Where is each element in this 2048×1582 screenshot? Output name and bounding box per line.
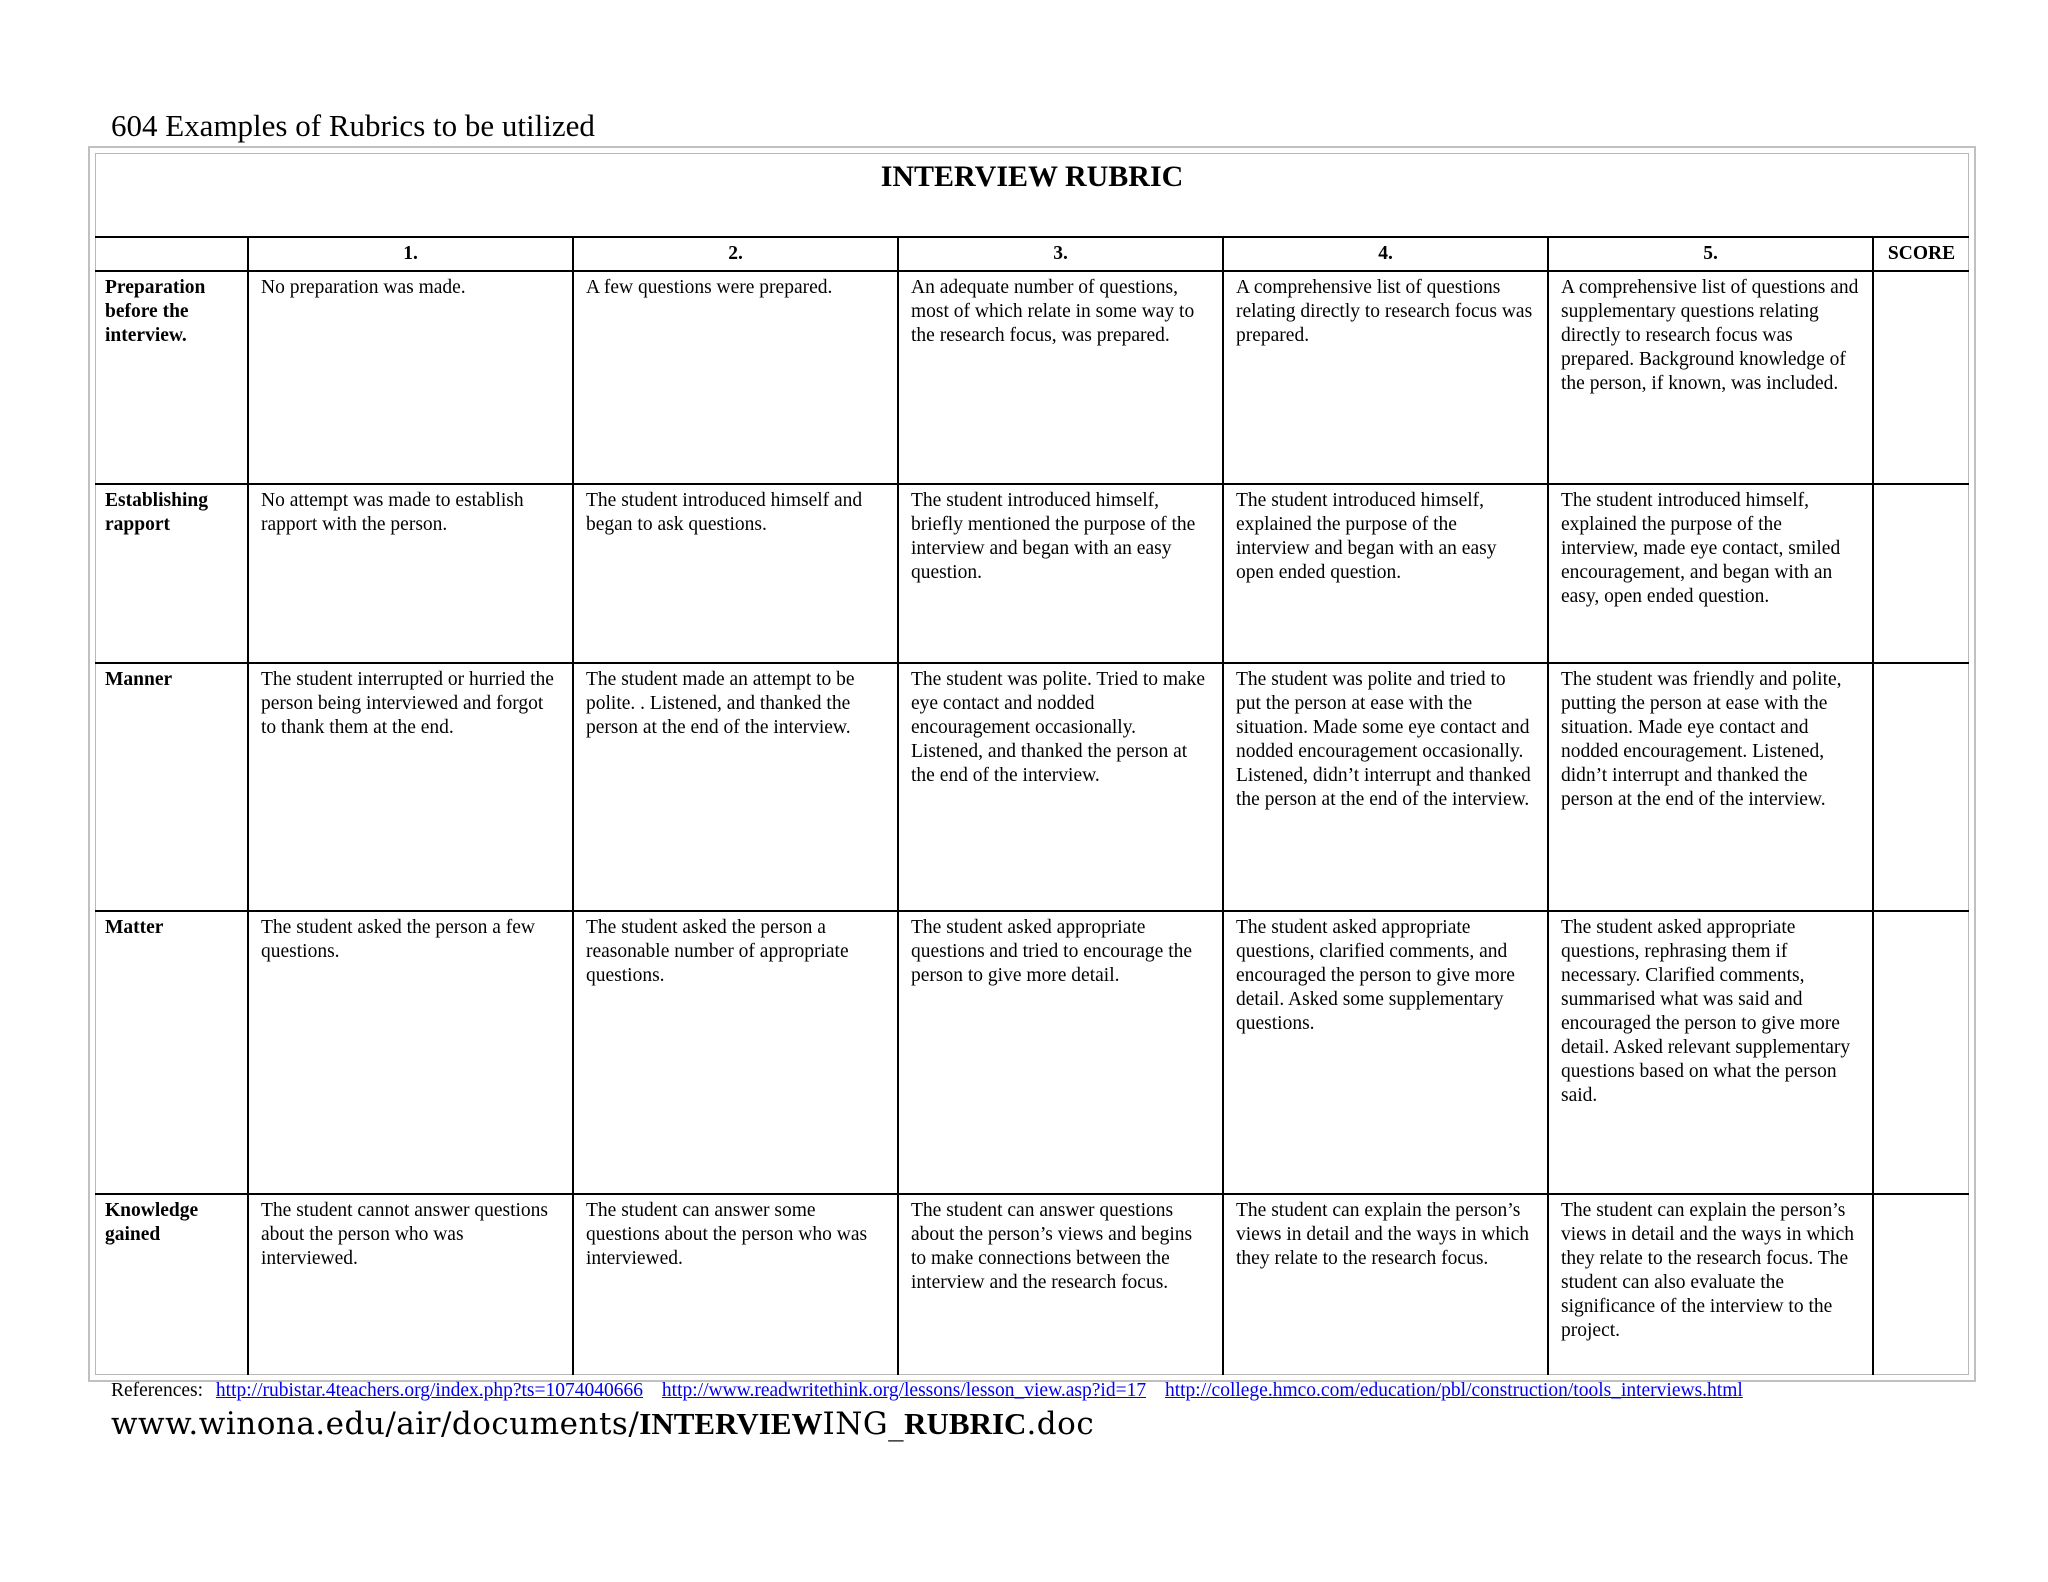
rubric-cell: The student can answer some questions about the person who was interviewed. (573, 1194, 898, 1375)
level-3-header: 3. (898, 237, 1223, 271)
score-cell[interactable] (1873, 663, 1969, 911)
rubric-cell: A comprehensive list of questions relating directly to research focus was prepared. (1223, 271, 1548, 484)
rubric-cell: An adequate number of questions, most of which relate in some way to the research focus, was prepared. (898, 271, 1223, 484)
rubric-title: INTERVIEW RUBRIC (880, 160, 1184, 193)
rubric-cell: The student asked appropriate questions, clarified comments, and encouraged the person to give more detail. Asked some supplementary questions. (1223, 911, 1548, 1194)
level-2-header: 2. (573, 237, 898, 271)
reference-link-hmco[interactable]: http://college.hmco.com/education/pbl/construction/tools_interviews.html (1164, 1380, 1743, 1401)
doc-url-prefix: www.winona.edu/air/documents/ (111, 1406, 640, 1442)
doc-url-suffix: .doc (1026, 1406, 1095, 1442)
table-row (95, 484, 1969, 663)
score-cell[interactable] (1873, 484, 1969, 663)
rubric-cell: A few questions were prepared. (573, 271, 898, 484)
criterion-label: Manner (95, 663, 248, 911)
table-row (95, 663, 1969, 911)
rubric-cell: The student was friendly and polite, putting the person at ease with the situation. Made eye contact and nodded encouragement. Listened, didn’t interrupt and thanked the person at the end of the interview. (1548, 663, 1873, 911)
rubric-cell: The student was polite. Tried to make eye contact and nodded encouragement occasionally. Listened, and thanked the person at the end of the interview. (898, 663, 1223, 911)
doc-url-middle: ING_ (822, 1406, 905, 1442)
rubric-cell: No attempt was made to establish rapport with the person. (248, 484, 573, 663)
rubric-cell: The student asked the person a few questions. (248, 911, 573, 1194)
rubric-table (95, 236, 1969, 1375)
rubric-cell: No preparation was made. (248, 271, 573, 484)
document-url (111, 1406, 1094, 1442)
rubric-cell: The student can explain the person’s views in detail and the ways in which they relate to the research focus. (1223, 1194, 1548, 1375)
level-4-header: 4. (1223, 237, 1548, 271)
criterion-label: Matter (95, 911, 248, 1194)
rubric-cell: The student asked appropriate questions, rephrasing them if necessary. Clarified comments, summarised what was said and encouraged the person to give more detail. Asked relevant supplementary questions based on what the person said. (1548, 911, 1873, 1194)
table-row (95, 1194, 1969, 1375)
reference-link-rubistar[interactable]: http://rubistar.4teachers.org/index.php?ts=1074040666 (215, 1380, 644, 1401)
score-cell[interactable] (1873, 271, 1969, 484)
level-5-header: 5. (1548, 237, 1873, 271)
rubric-cell: The student can answer questions about the person’s views and begins to make connections between the interview and the research focus. (898, 1194, 1223, 1375)
doc-url-bold-rubric: RUBRIC (904, 1406, 1027, 1441)
table-row (95, 271, 1969, 484)
references-label: References: (111, 1380, 204, 1401)
score-cell[interactable] (1873, 1194, 1969, 1375)
page-header: 604 Examples of Rubrics to be utilized (111, 108, 595, 143)
score-header: SCORE (1873, 237, 1969, 271)
rubric-cell: The student interrupted or hurried the person being interviewed and forgot to thank them at the end. (248, 663, 573, 911)
rubric-cell: The student introduced himself, explained the purpose of the interview, made eye contact, smiled encouragement, and began with an easy, open ended question. (1548, 484, 1873, 663)
corner-cell (95, 237, 248, 271)
rubric-cell: The student introduced himself, briefly mentioned the purpose of the interview and began with an easy question. (898, 484, 1223, 663)
rubric-cell: The student was polite and tried to put the person at ease with the situation. Made some eye contact and nodded encouragement occasionally. Listened, didn’t interrupt and thanked the person at the end of the interview. (1223, 663, 1548, 911)
reference-link-readwritethink[interactable]: http://www.readwritethink.org/lessons/lesson_view.asp?id=17 (661, 1380, 1147, 1401)
rubric-cell: The student introduced himself, explained the purpose of the interview and began with an easy open ended question. (1223, 484, 1548, 663)
rubric-cell: The student cannot answer questions about the person who was interviewed. (248, 1194, 573, 1375)
rubric-cell: The student asked appropriate questions and tried to encourage the person to give more detail. (898, 911, 1223, 1194)
level-1-header: 1. (248, 237, 573, 271)
header-row (95, 237, 1969, 271)
rubric-cell: The student asked the person a reasonable number of appropriate questions. (573, 911, 898, 1194)
rubric-cell: The student can explain the person’s views in detail and the ways in which they relate to the research focus. The student can also evaluate the significance of the interview to the project. (1548, 1194, 1873, 1375)
criterion-label: Knowledge gained (95, 1194, 248, 1375)
rubric-cell: The student introduced himself and began to ask questions. (573, 484, 898, 663)
score-cell[interactable] (1873, 911, 1969, 1194)
doc-url-bold-interview: INTERVIEW (639, 1406, 823, 1441)
references-line (111, 1380, 1743, 1402)
criterion-label: Establishing rapport (95, 484, 248, 663)
criterion-label: Preparation before the interview. (95, 271, 248, 484)
table-row (95, 911, 1969, 1194)
rubric-cell: A comprehensive list of questions and supplementary questions relating directly to research focus was prepared. Background knowledge of the person, if known, was included. (1548, 271, 1873, 484)
rubric-cell: The student made an attempt to be polite. . Listened, and thanked the person at the end of the interview. (573, 663, 898, 911)
